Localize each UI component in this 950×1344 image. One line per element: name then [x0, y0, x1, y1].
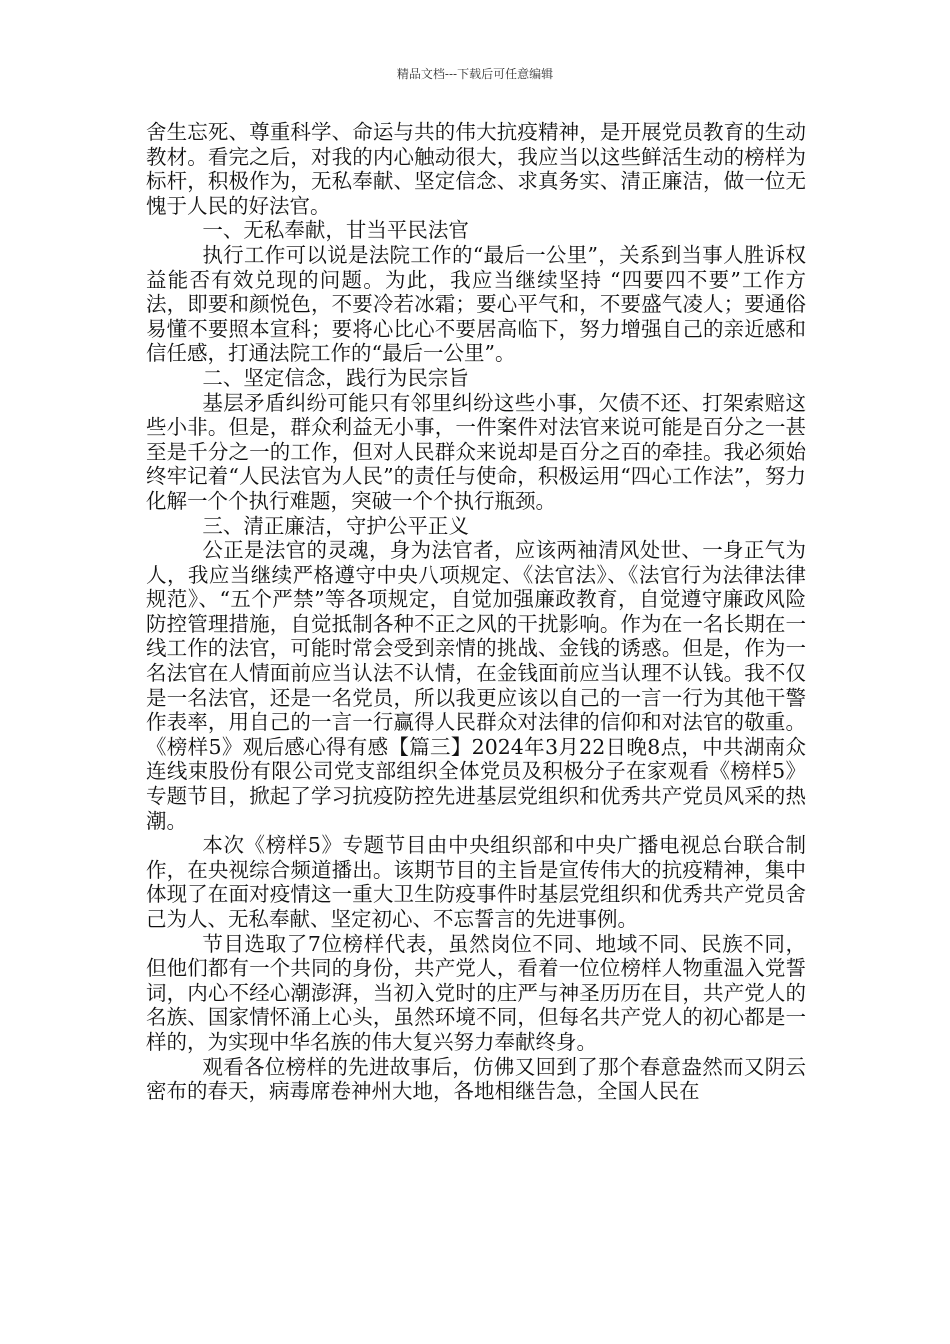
section-heading: 三、清正廉洁，守护公平正义 — [202, 513, 469, 538]
document-body — [146, 120, 806, 1104]
paragraph: 基层矛盾纠纷可能只有邻里纠纷这些小事，欠债不还、打架索赔这些小非。但是，群众利益无小事，一件案件对法官来说可能是百分之一甚至是千分之一的工作，但对人民群众来说却是百分之百的牵挂。我必须始终牢记着“人民法官为人民”的责任与使命，积极运用“四心工作法”，努力化解一个个执行难题，突破一个个执行瓶颈。 — [146, 390, 806, 513]
page-header: 精品文档---下载后可任意编辑 — [396, 67, 554, 81]
section-heading: 二、坚定信念，践行为民宗旨 — [202, 365, 469, 390]
paragraph: 执行工作可以说是法院工作的“最后一公里”，关系到当事人胜诉权益能否有效兑现的问题。为此，我应当继续坚持 “四要四不要”工作方法，即要和颜悦色，不要冷若冰霜；要心平气和，不要盛气凌人；要通俗易懂不要照本宣科；要将心比心不要居高临下，努力增强自己的亲近感和信任感，打通法院工作的“最后一公里”。 — [146, 242, 806, 366]
paragraph: 本次《榜样5》专题节目由中央组织部和中央广播电视总台联合制作，在央视综合频道播出。该期节目的主旨是宣传伟大的抗疫精神，集中体现了在面对疫情这一重大卫生防疫事件时基层党组织和优秀共产党员舍己为人、无私奉献、坚定初心、不忘誓言的先进事例。 — [146, 833, 806, 931]
paragraph: 舍生忘死、尊重科学、命运与共的伟大抗疫精神，是开展党员教育的生动教材。看完之后，对我的内心触动很大，我应当以这些鲜活生动的榜样为标杆，积极作为，无私奉献、坚定信念、求真务实、清正廉洁，做一位无愧于人民的好法官。 — [146, 120, 806, 218]
paragraph: 公正是法官的灵魂，身为法官者，应该两袖清风处世、一身正气为人，我应当继续严格遵守中央八项规定、《法官法》、《法官行为法律法律规范》、“五个严禁”等各项规定，自觉加强廉政教育，自觉遵守廉政风险防控管理措施，自觉抵制各种不正之风的干扰影响。作为在一名长期在一线工作的法官，可能时常会受到亲情的挑战、金钱的诱惑。但是，作为一名法官在人情面前应当认法不认情，在金钱面前应当认理不认钱。我不仅是一名法官，还是一名党员，所以我更应该以自己的一言一行为其他干警作表率，用自己的一言一行赢得人民群众对法律的信仰和对法官的敬重。《榜样5》观后感心得有感【篇三】2024年3月22日晚8点，中共湖南众连线束股份有限公司党支部组织全体党员及积极分子在家观看《榜样5》专题节目，掀起了学习抗疫防控先进基层党组织和优秀共产党员风采的热潮。 — [146, 538, 806, 833]
section-heading: 一、无私奉献，甘当平民法官 — [202, 218, 469, 243]
paragraph: 观看各位榜样的先进故事后，仿佛又回到了那个春意盎然而又阴云密布的春天，病毒席卷神州大地，各地相继告急，全国人民在 — [146, 1054, 806, 1104]
paragraph: 节目选取了7位榜样代表，虽然岗位不同、地域不同、民族不同，但他们都有一个共同的身份，共产党人，看着一位位榜样人物重温入党誓词，内心不经心潮澎湃，当初入党时的庄严与神圣历历在目，共产党人的名族、国家情怀涌上心头，虽然环境不同，但每名共产党人的初心都是一样的，为实现中华名族的伟大复兴努力奉献终身。 — [146, 931, 806, 1054]
